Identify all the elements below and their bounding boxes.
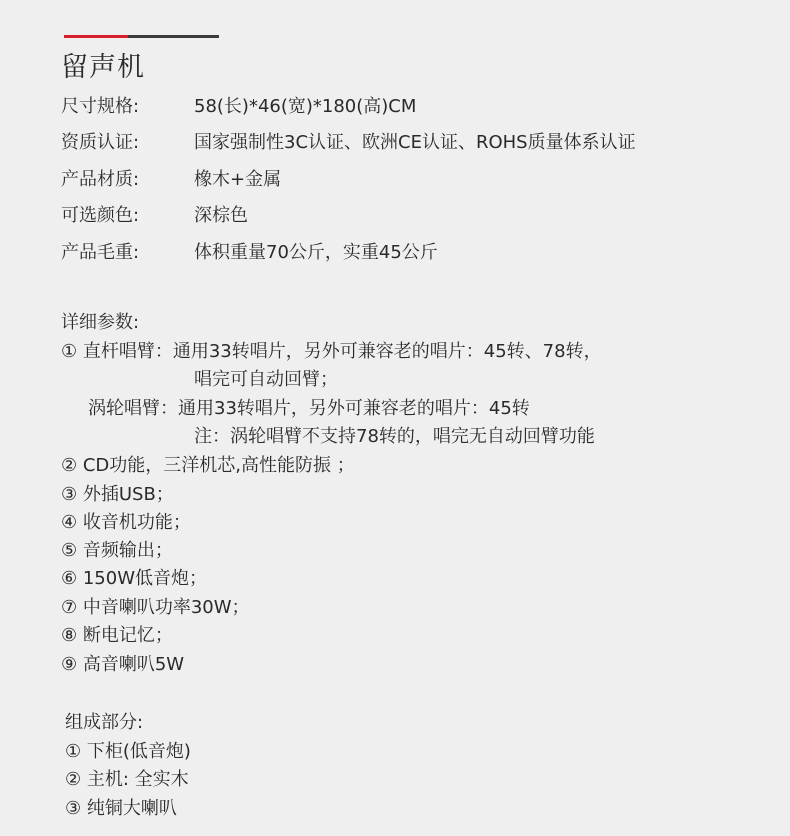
spec-value-size: 58(长)*46(宽)*180(高)CM (194, 96, 417, 117)
detail-item-tweeter: ⑨ 高音喇叭5W (61, 654, 185, 675)
component-item-cabinet: ① 下柜(低音炮) (65, 741, 191, 762)
detail-item-tonearm-line2: 唱完可自动回臂； (194, 369, 338, 390)
detail-item-memory: ⑧ 断电记忆； (61, 625, 173, 646)
detail-item-tonearm-line1: ① 直杆唱臂：通用33转唱片，另外可兼容老的唱片：45转、78转， (61, 341, 602, 362)
spec-value-weight: 体积重量70公斤，实重45公斤 (194, 242, 438, 263)
spec-label-size: 尺寸规格: (61, 96, 140, 117)
detail-item-radio: ④ 收音机功能； (61, 512, 191, 533)
details-heading: 详细参数: (61, 312, 140, 333)
title-underline-bar (64, 35, 219, 38)
detail-item-tonearm-note: 注：涡轮唱臂不支持78转的，唱完无自动回臂功能 (194, 426, 595, 447)
title-underline-accent (64, 35, 128, 38)
detail-item-audio-out: ⑤ 音频输出； (61, 540, 173, 561)
spec-label-certification: 资质认证: (61, 132, 140, 153)
components-heading: 组成部分: (65, 712, 144, 733)
page-title: 留声机 (61, 52, 145, 83)
detail-item-usb: ③ 外插USB； (61, 484, 174, 505)
spec-label-material: 产品材质: (61, 169, 140, 190)
detail-item-midrange: ⑦ 中音喇叭功率30W； (61, 597, 250, 618)
spec-label-color: 可选颜色: (61, 205, 140, 226)
component-item-main-unit: ② 主机: 全实木 (65, 769, 189, 790)
component-item-horn: ③ 纯铜大喇叭 (65, 798, 177, 819)
detail-item-subwoofer: ⑥ 150W低音炮； (61, 568, 208, 589)
detail-item-tonearm-line3: 涡轮唱臂：通用33转唱片，另外可兼容老的唱片：45转 (88, 398, 530, 419)
spec-value-material: 橡木+金属 (194, 169, 282, 190)
spec-value-certification: 国家强制性3C认证、欧洲CE认证、ROHS质量体系认证 (194, 132, 636, 153)
detail-item-cd: ② CD功能，三洋机芯,高性能防振 ； (61, 455, 355, 476)
spec-value-color: 深棕色 (194, 205, 248, 226)
spec-label-weight: 产品毛重: (61, 242, 140, 263)
